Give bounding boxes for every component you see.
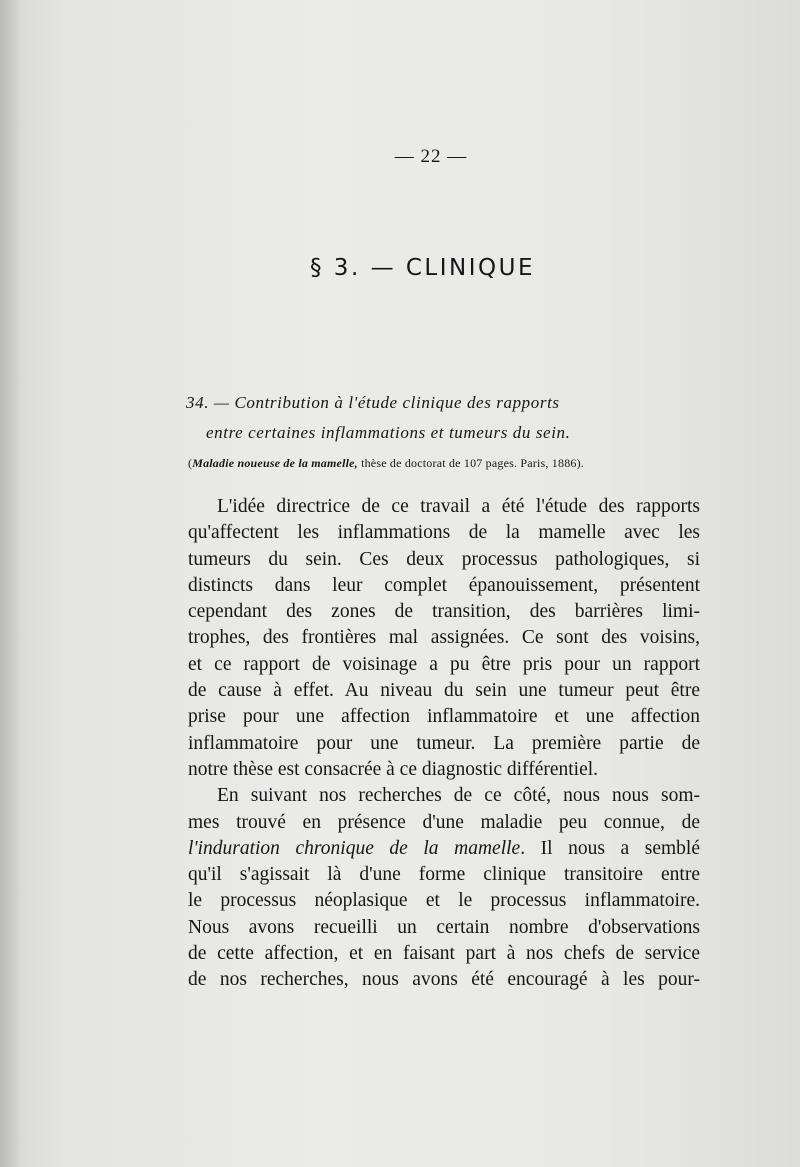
text-line: mes trouvé en présence d'une maladie peu connue, de [188,811,700,833]
text-line: tumeurs du sein. Ces deux processus pathologiques, si [188,548,700,570]
text-line: le processus néoplasique et le processus inflammatoire. [188,890,700,912]
body-text [188,494,700,994]
text-line: Nous avons recueilli un certain nombre d'observations [188,916,700,938]
text-line: prise pour une affection inflammatoire et une affection [188,706,700,728]
entry-title-line-2: entre certaines inflammations et tumeurs du sein. [206,423,571,442]
page-edge-shadow [0,0,22,1167]
text-line: notre thèse est consacrée à ce diagnostic différentiel. [188,758,599,780]
text-line: de cette affection, et en faisant part à nos chefs de service [188,943,700,965]
entry-title [186,388,706,448]
text-line: En suivant nos recherches de ce côté, nous nous som- [217,785,700,807]
text-line: qu'il s'agissait là d'une forme clinique transitoire entre [188,864,700,886]
section-heading: § 3. — CLINIQUE [310,255,535,281]
entry-reference-italic: Maladie noueuse de la mamelle, [192,456,358,470]
text-line: distincts dans leur complet épanouissement, présentent [188,574,700,596]
text-line: inflammatoire pour une tumeur. La première partie de [188,732,700,754]
text-line: cependant des zones de transition, des barrières limi- [188,601,700,623]
text-line: et ce rapport de voisinage a pu être pris pour un rapport [188,653,700,675]
entry-title-line-1: 34. — Contribution à l'étude clinique des rapports [186,393,560,412]
page-number: — 22 — [394,146,468,167]
text-line: l'induration chronique de la mamelle. Il nous a semblé [188,837,701,859]
italic-phrase: l'induration chronique de la mamelle [188,837,521,859]
text-line: de nos recherches, nous avons été encouragé à les pour- [188,969,700,991]
paragraph-1 [188,494,700,783]
entry-reference-rest: thèse de doctorat de 107 pages. Paris, 1886). [361,456,585,470]
text-line: de cause à effet. Au niveau du sein une tumeur peut être [188,680,700,702]
text-line: trophes, des frontières mal assignées. Ce sont des voisins, [188,627,700,649]
text-line: qu'affectent les inflammations de la mamelle avec les [188,522,700,544]
text-line: L'idée directrice de ce travail a été l'étude des rapports [217,496,700,517]
paragraph-2 [188,783,700,993]
entry-reference: (Maladie noueuse de la mamelle, thèse de doctorat de 107 pages. Paris, 1886). [188,456,585,470]
